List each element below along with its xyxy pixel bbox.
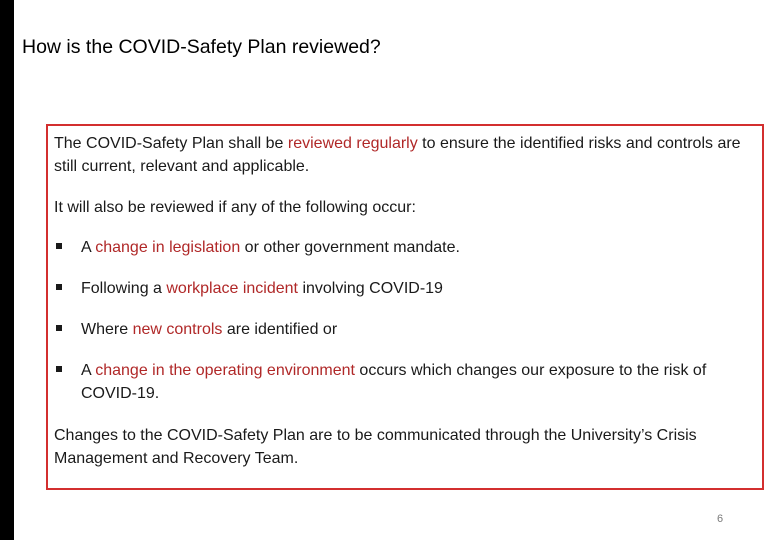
bullet-text-post: occurs which changes our exposure to the risk of COVID-19.	[81, 362, 707, 402]
bullet-text-pre: Where	[81, 321, 133, 338]
left-accent-bar	[0, 0, 14, 540]
square-bullet-icon	[56, 366, 62, 372]
square-bullet-icon	[56, 325, 62, 331]
intro-highlight: reviewed regularly	[287, 135, 418, 152]
bullet-highlight: workplace incident	[166, 280, 298, 297]
bullet-text-pre: A	[81, 239, 96, 256]
bullet-highlight: new controls	[132, 321, 223, 338]
bullet-text-pre: Following a	[81, 280, 167, 297]
square-bullet-icon	[56, 243, 62, 249]
intro-text-post: to ensure the identified risks and controls are still current, relevant and applicable.	[54, 135, 741, 175]
closing-paragraph: Changes to the COVID-Safety Plan are to be communicated through the University’s Crisis Management and Recovery Team.	[54, 427, 697, 467]
bullet-text-post: involving COVID-19	[298, 280, 443, 297]
lead-in-text: It will also be reviewed if any of the following occur:	[54, 199, 416, 216]
bullet-highlight: change in legislation	[95, 239, 241, 256]
bullet-text	[81, 359, 751, 405]
bullet-text	[81, 318, 751, 341]
square-bullet-icon	[56, 284, 62, 290]
bullet-text-post: or other government mandate.	[240, 239, 460, 256]
bullet-text	[81, 236, 751, 259]
bullet-text-post: are identified or	[222, 321, 338, 338]
bullet-highlight: change in the operating environment	[95, 362, 355, 379]
bullet-text-pre: A	[81, 362, 96, 379]
content-box	[46, 124, 764, 490]
intro-paragraph	[54, 132, 754, 178]
bullet-text	[81, 277, 751, 300]
page-number: 6	[717, 513, 724, 525]
intro-text-pre: The COVID-Safety Plan shall be	[54, 135, 288, 152]
page-title: How is the COVID-Safety Plan reviewed?	[22, 36, 381, 58]
